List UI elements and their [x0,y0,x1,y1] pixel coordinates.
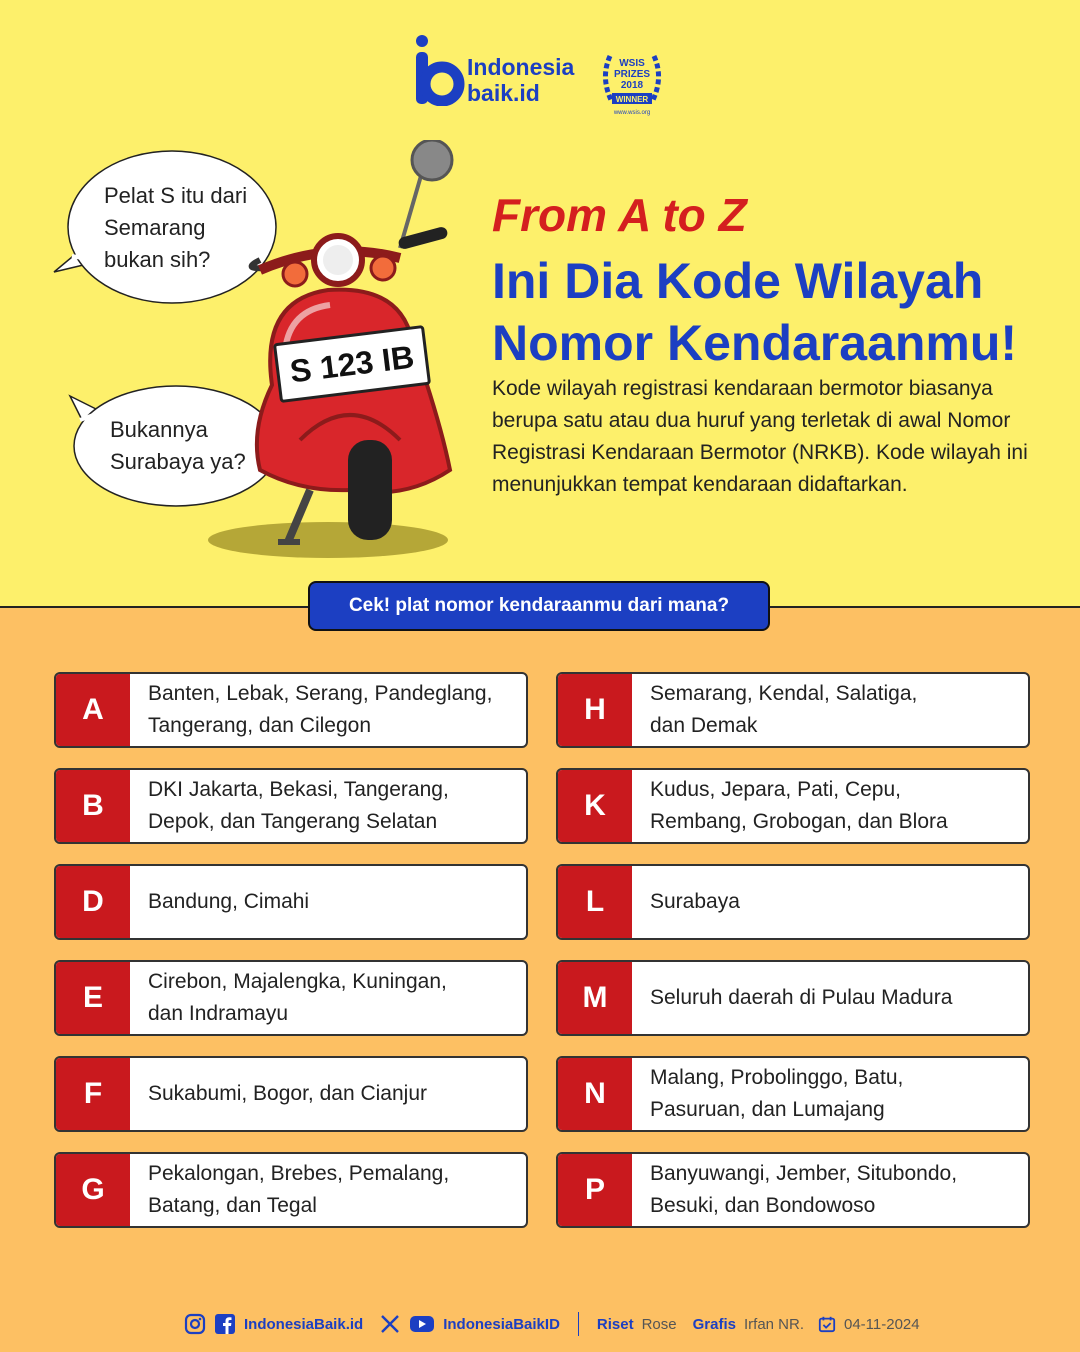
region-code: P [558,1154,632,1226]
riset-name: Rose [641,1315,677,1333]
region-card-g [54,1152,528,1228]
region-names: Surabaya [650,890,740,913]
wsis-text: WSIS [619,58,645,69]
license-plate: S 123 IB [273,325,431,403]
award-year: 2018 [620,80,644,91]
region-code: N [558,1058,632,1130]
region-card-b [54,768,528,844]
region-names: Banten, Lebak, Serang, Pandeglang, Tangerang, dan Cilegon [148,682,493,737]
brand-line2: baik.id [467,80,540,106]
region-names: Semarang, Kendal, Salatiga, dan Demak [650,682,918,737]
region-code: L [558,866,632,938]
region-code: A [56,674,130,746]
region-card-m [556,960,1030,1036]
footer [184,1310,920,1338]
wsis-award-icon [598,48,666,118]
award-url: www.wsis.org [613,110,651,116]
region-card-f [54,1056,528,1132]
region-code: H [558,674,632,746]
region-card-l [556,864,1030,940]
region-names: Banyuwangi, Jember, Situbondo, Besuki, dan Bondowoso [650,1162,958,1217]
region-card-d [54,864,528,940]
bubble-1-text: Pelat S itu dari Semarang bukan sih? [104,183,248,272]
region-names: Seluruh daerah di Pulau Madura [650,986,953,1009]
brand-logo [412,34,672,114]
region-card-p [556,1152,1030,1228]
region-card-e [54,960,528,1036]
region-names: Malang, Probolinggo, Batu, Pasuruan, dan Lumajang [650,1066,904,1121]
calendar-icon [818,1315,836,1333]
riset-label: Riset [596,1315,634,1333]
bubble-2-text: Bukannya Surabaya ya? [110,417,246,474]
region-code: M [558,962,632,1034]
title-from-a-to-z: From A to Z [492,189,747,241]
region-code: K [558,770,632,842]
page-title: Ini Dia Kode Wilayah Nomor Kendaraanmu! [492,253,1018,371]
instagram-icon[interactable] [184,1313,206,1335]
youtube-icon[interactable] [409,1313,435,1335]
region-names: Bandung, Cimahi [148,890,310,913]
region-names: Sukabumi, Bogor, dan Cianjur [148,1082,427,1105]
region-card-n [556,1056,1030,1132]
x-twitter-icon[interactable] [379,1313,401,1335]
intro-paragraph: Kode wilayah registrasi kendaraan bermotor biasanya berupa satu atau dua huruf yang terletak di awal Nomor Registrasi Kendaraan Bermotor (NRKB). Kode wilayah ini menunjukkan tempat kendaraan didaftarkan. [492,377,1028,496]
region-names: Cirebon, Majalengka, Kuningan, dan Indramayu [148,970,447,1025]
cta-banner: Cek! plat nomor kendaraanmu dari mana? [308,581,770,631]
region-code: B [56,770,130,842]
region-code: E [56,962,130,1034]
region-card-a [54,672,528,748]
region-names: DKI Jakarta, Bekasi, Tangerang, Depok, dan Tangerang Selatan [148,778,449,833]
prizes-text: PRIZES [613,69,651,80]
footer-divider [578,1312,579,1336]
grafis-name: Irfan NR. [743,1315,804,1333]
social-handle-2[interactable]: IndonesiaBaikID [443,1315,560,1333]
social-handle-1[interactable]: IndonesiaBaik.id [244,1315,364,1333]
winner-label: WINNER [615,95,649,104]
region-names: Pekalongan, Brebes, Pemalang, Batang, dan Tegal [148,1162,450,1217]
brand-mark-icon [412,34,466,106]
region-names: Kudus, Jepara, Pati, Cepu, Rembang, Grobogan, dan Blora [650,778,948,833]
region-card-h [556,672,1030,748]
grafis-label: Grafis [692,1315,736,1333]
brand-line1: Indonesia [467,54,575,80]
region-code: G [56,1154,130,1226]
region-code: D [56,866,130,938]
facebook-icon[interactable] [214,1313,236,1335]
region-card-k [556,768,1030,844]
publish-date: 04-11-2024 [844,1315,920,1333]
region-code: F [56,1058,130,1130]
